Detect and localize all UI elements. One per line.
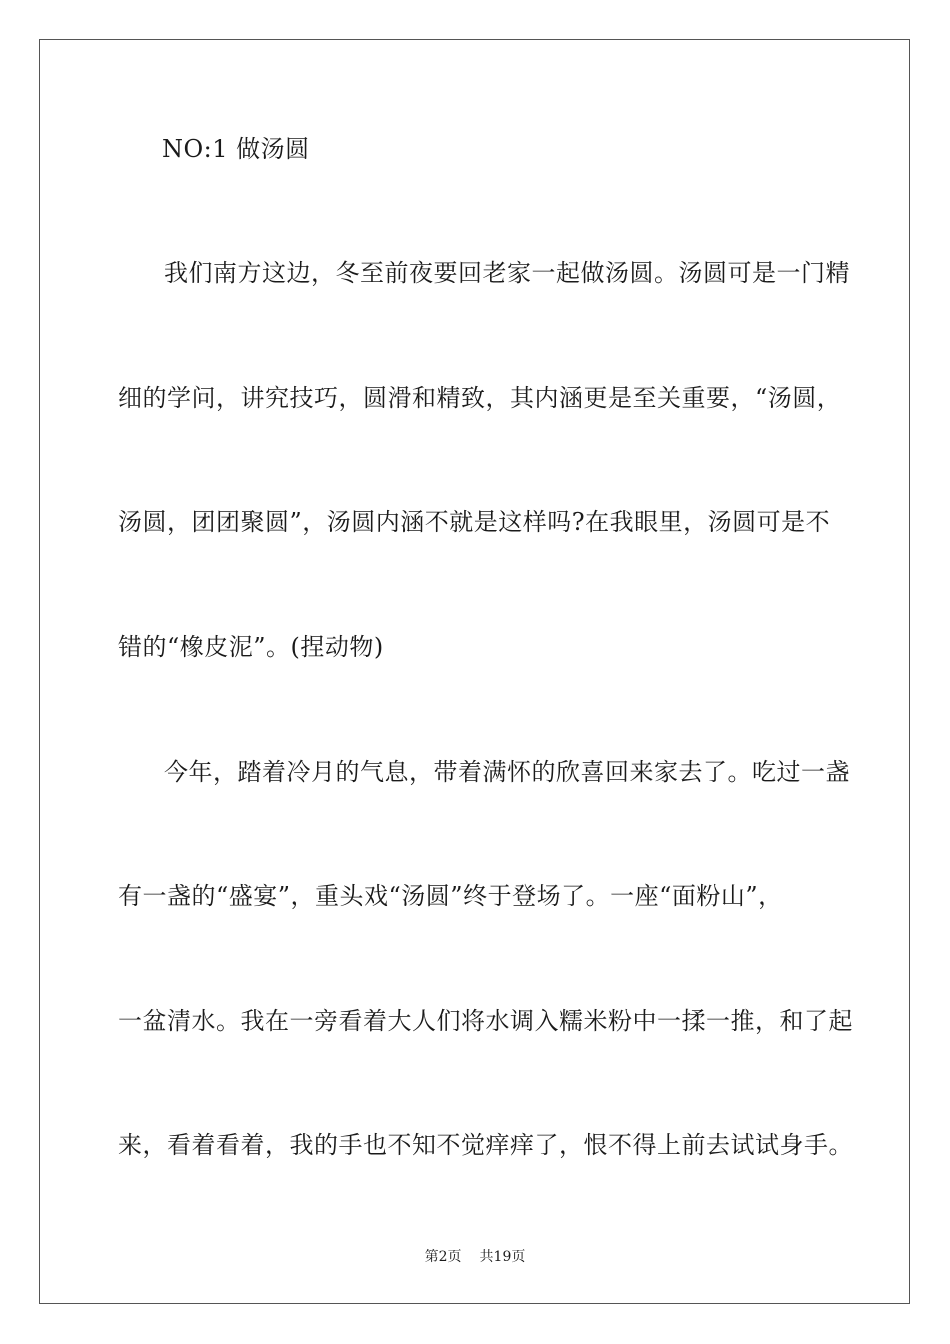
paragraph-line: 我们南方这边，冬至前夜要回老家一起做汤圆。汤圆可是一门精 [164, 259, 850, 287]
page-footer [0, 1248, 950, 1266]
page-number: 第2页 [424, 1249, 462, 1265]
paragraph-line: 汤圆，团团聚圆”，汤圆内涵不就是这样吗?在我眼里，汤圆可是不 [118, 508, 831, 536]
paragraph-line: 细的学问，讲究技巧，圆滑和精致，其内涵更是至关重要，“汤圆， [118, 384, 842, 412]
page-frame [39, 39, 910, 1304]
page-total: 共19页 [479, 1249, 526, 1265]
paragraph-line: 有一盏的“盛宴”，重头戏“汤圆”终于登场了。一座“面粉山”， [118, 882, 783, 910]
paragraph-line: 错的“橡皮泥”。(捏动物) [118, 633, 384, 661]
paragraph-line: 今年，踏着冷月的气息，带着满怀的欣喜回来家去了。吃过一盏 [164, 758, 850, 786]
paragraph-line: 来，看着看着，我的手也不知不觉痒痒了，恨不得上前去试试身手。 [118, 1131, 853, 1159]
paragraph-line: 一盆清水。我在一旁看着大人们将水调入糯米粉中一揉一推，和了起 [118, 1007, 853, 1035]
section-heading: NO:1 做汤圆 [162, 135, 310, 163]
